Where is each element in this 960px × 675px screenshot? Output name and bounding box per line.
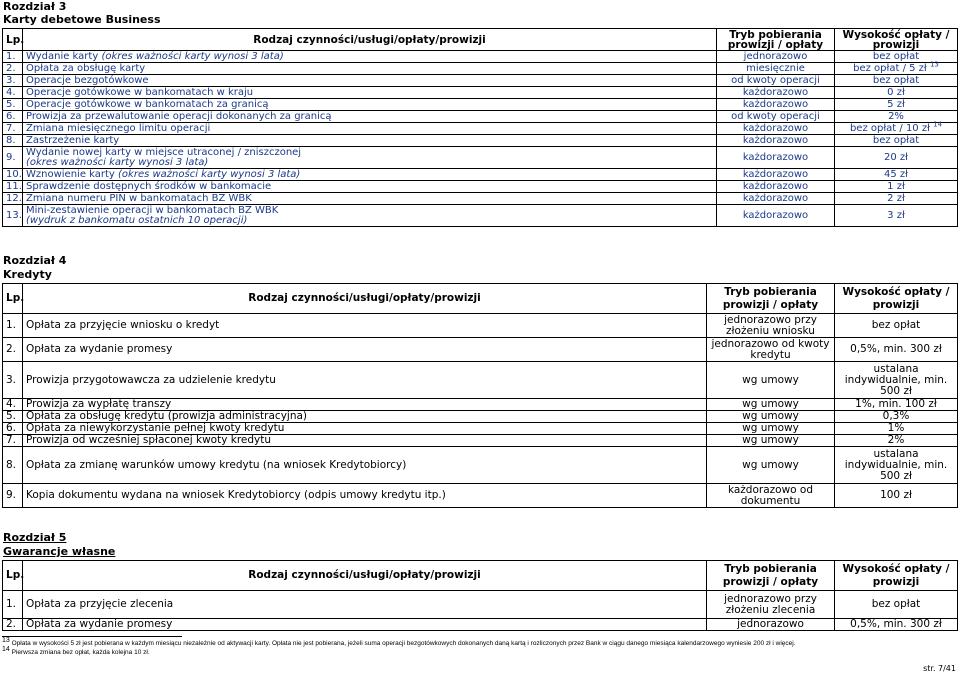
footnote-number: 14 [2, 645, 10, 653]
table-header-row [3, 29, 958, 51]
header-lp: Lp. [3, 561, 23, 591]
row-amount-text: 1% [887, 422, 905, 434]
row-description-text: Operacje gotówkowe w bankomatach w kraju [26, 86, 254, 98]
row-lp: 5. [3, 411, 23, 423]
row-amount [835, 447, 958, 484]
row-description-text: Opłata za zmianę warunków umowy kredytu (na wniosek Kredytobiorcy) [26, 458, 407, 471]
row-mode: jednorazowo [707, 619, 835, 631]
table-row [3, 63, 958, 75]
row-amount [835, 75, 958, 87]
row-amount [835, 60, 958, 75]
credits-table [2, 283, 958, 508]
row-description-text: Opłata za wydanie promesy [26, 343, 173, 355]
header-amount: Wysokość opłaty / prowizji [835, 284, 958, 314]
row-lp: 11. [3, 181, 23, 193]
row-amount [835, 205, 958, 227]
row-lp: 8. [3, 447, 23, 484]
row-amount-text: 1%, min. 100 zł [855, 398, 937, 410]
row-amount-text: bez opłat [872, 74, 920, 86]
table-row [3, 399, 958, 411]
header-amount: Wysokość opłaty / prowizji [835, 561, 958, 591]
row-description-note: (okres ważności karty wynosi 3 lata) [26, 156, 209, 168]
row-description-text: Opłata za obsługę karty [26, 62, 146, 74]
table-row [3, 193, 958, 205]
row-description-text: Kopia dokumentu wydana na wniosek Kredytobiorcy (odpis umowy kredytu itp.) [26, 489, 446, 501]
guarantees-table [2, 560, 958, 631]
row-mode: jednorazowo od kwoty kredytu [707, 338, 835, 362]
row-amount-text: 0,5%, min. 300 zł [850, 618, 942, 630]
row-description [23, 147, 717, 169]
row-description-text: Opłata za wydanie promesy [26, 618, 173, 630]
table-row [3, 123, 958, 135]
row-description-text: Opłata za obsługę kredytu (prowizja administracyjna) [26, 410, 308, 422]
row-mode: jednorazowo przy złożeniu wniosku [707, 314, 835, 338]
row-description [23, 111, 717, 123]
row-mode: każdorazowo [717, 181, 835, 193]
row-description-text: Wydanie karty [26, 50, 102, 62]
row-amount-text: 2% [887, 434, 905, 446]
row-description [23, 75, 717, 87]
row-mode: każdorazowo [717, 135, 835, 147]
footnote-ref: 13 [929, 60, 939, 69]
row-description-text: Zmiana miesięcznego limitu operacji [26, 122, 211, 134]
row-amount-text: bez opłat [871, 598, 921, 610]
row-description-text: Opłata za przyjęcie zlecenia [26, 598, 174, 610]
header-amount: Wysokość opłaty / prowizji [835, 29, 958, 51]
row-lp: 12. [3, 193, 23, 205]
row-lp: 3. [3, 75, 23, 87]
section-4-title: Rozdział 4 [3, 254, 67, 267]
header-lp: Lp. [3, 29, 23, 51]
row-lp: 6. [3, 423, 23, 435]
row-mode: od kwoty operacji [717, 111, 835, 123]
row-description [23, 181, 717, 193]
row-amount [835, 411, 958, 423]
row-amount [835, 484, 958, 508]
row-lp: 8. [3, 135, 23, 147]
row-amount-text: 2 zł [887, 192, 905, 204]
row-amount [835, 193, 958, 205]
row-amount-text: 100 zł [880, 489, 912, 501]
header-desc: Rodzaj czynności/usługi/opłaty/prowizji [23, 284, 707, 314]
row-amount [835, 591, 958, 619]
table-header-row [3, 284, 958, 314]
row-mode: wg umowy [707, 411, 835, 423]
row-amount-text: ustalana indywidualnie, min. 500 zł [844, 362, 948, 397]
row-description [23, 447, 707, 484]
row-description [23, 399, 707, 411]
row-amount [835, 147, 958, 169]
table-row [3, 619, 958, 631]
row-mode: każdorazowo [717, 193, 835, 205]
row-description-note: (wydruk z bankomatu ostatnich 10 operacji) [26, 214, 248, 226]
row-amount [835, 423, 958, 435]
row-description-text: Mini-zestawienie operacji w bankomatach BZ WBK [26, 204, 279, 216]
row-lp: 4. [3, 87, 23, 99]
row-description [23, 484, 707, 508]
row-mode: wg umowy [707, 362, 835, 399]
row-mode: każdorazowo [717, 99, 835, 111]
table-row [3, 435, 958, 447]
row-description-text: Zmiana numeru PIN w bankomatach BZ WBK [26, 192, 252, 204]
row-amount [835, 181, 958, 193]
page-number: str. 7/41 [923, 664, 956, 673]
row-description-note: (okres ważności karty wynosi 3 lata) [118, 168, 301, 180]
row-amount [835, 120, 958, 135]
row-mode: wg umowy [707, 447, 835, 484]
row-lp: 6. [3, 111, 23, 123]
row-mode: od kwoty operacji [717, 75, 835, 87]
table-row [3, 362, 958, 399]
row-description [23, 63, 717, 75]
header-desc: Rodzaj czynności/usługi/opłaty/prowizji [23, 29, 717, 51]
row-mode: każdorazowo [717, 87, 835, 99]
row-mode: każdorazowo od dokumentu [707, 484, 835, 508]
row-lp: 5. [3, 99, 23, 111]
row-mode: wg umowy [707, 423, 835, 435]
row-mode: jednorazowo przy złożeniu zlecenia [707, 591, 835, 619]
table-row [3, 87, 958, 99]
row-amount-text: 0,5%, min. 300 zł [850, 343, 942, 355]
row-amount [835, 87, 958, 99]
row-mode: każdorazowo [717, 147, 835, 169]
footnote-text: Pierwsza zmiana bez opłat, każda kolejna 10 zł. [11, 649, 150, 656]
row-lp: 7. [3, 435, 23, 447]
row-description-text: Prowizja od wcześniej spłaconej kwoty kredytu [26, 434, 272, 446]
table-row [3, 111, 958, 123]
row-description-text: Operacje bezgotówkowe [26, 74, 149, 86]
row-amount-text: 2% [888, 110, 904, 122]
table-row [3, 99, 958, 111]
table-row [3, 135, 958, 147]
header-mode: Tryb pobierania prowizji / opłaty [717, 29, 835, 51]
row-amount [835, 169, 958, 181]
table-row [3, 591, 958, 619]
row-mode: każdorazowo [717, 123, 835, 135]
row-description-text: Opłata za niewykorzystanie pełnej kwoty kredytu [26, 422, 285, 434]
row-amount [835, 435, 958, 447]
row-lp: 2. [3, 619, 23, 631]
table-header-row [3, 561, 958, 591]
section-3-title: Rozdział 3 [3, 0, 67, 13]
header-mode: Tryb pobierania prowizji / opłaty [707, 284, 835, 314]
table-row [3, 447, 958, 484]
row-description [23, 423, 707, 435]
row-description [23, 338, 707, 362]
row-lp: 3. [3, 362, 23, 399]
table-row [3, 314, 958, 338]
table-row [3, 423, 958, 435]
row-lp: 13. [3, 205, 23, 227]
table-row [3, 411, 958, 423]
table-row [3, 484, 958, 508]
row-amount-text: 0 zł [887, 86, 905, 98]
row-amount [835, 99, 958, 111]
row-description-text: Operacje gotówkowe w bankomatach za granicą [26, 98, 269, 110]
row-mode: każdorazowo [717, 205, 835, 227]
table-row [3, 205, 958, 227]
row-amount [835, 362, 958, 399]
row-lp: 9. [3, 484, 23, 508]
row-description [23, 362, 707, 399]
row-description-text: Prowizja za wypłatę transzy [26, 398, 172, 410]
section-3-subtitle: Karty debetowe Business [3, 13, 161, 26]
row-description [23, 193, 717, 205]
row-amount [835, 619, 958, 631]
row-amount [835, 399, 958, 411]
row-mode: każdorazowo [717, 169, 835, 181]
row-description [23, 135, 717, 147]
row-mode: wg umowy [707, 435, 835, 447]
section-4-subtitle: Kredyty [3, 268, 52, 281]
table-row [3, 75, 958, 87]
row-amount-text: bez opłat / 10 zł [849, 122, 930, 134]
debit-cards-table [2, 28, 958, 227]
row-amount-text: bez opłat [871, 319, 921, 331]
row-description-note: (okres ważności karty wynosi 3 lata) [101, 50, 284, 62]
table-row [3, 181, 958, 193]
row-amount-text: bez opłat [872, 50, 920, 62]
row-description [23, 169, 717, 181]
row-amount-text: 20 zł [884, 151, 908, 163]
section-5-subtitle: Gwarancje własne [3, 545, 116, 558]
row-amount-text: 0,3% [882, 410, 910, 422]
row-description [23, 99, 717, 111]
row-description [23, 205, 717, 227]
row-amount-text: bez opłat [872, 134, 920, 146]
footnote-13 [2, 636, 796, 648]
row-description-text: Wznowienie karty [26, 168, 119, 180]
header-mode: Tryb pobierania prowizji / opłaty [707, 561, 835, 591]
row-amount [835, 51, 958, 63]
row-amount [835, 338, 958, 362]
row-description-text: Wydanie nowej karty w miejsce utraconej / zniszczonej [26, 146, 302, 158]
row-lp: 2. [3, 338, 23, 362]
table-row [3, 51, 958, 63]
row-description-text: Prowizja za przewalutowanie operacji dokonanych za granicą [26, 110, 332, 122]
row-mode: miesięcznie [717, 63, 835, 75]
header-desc: Rodzaj czynności/usługi/opłaty/prowizji [23, 561, 707, 591]
row-description [23, 619, 707, 631]
row-lp: 2. [3, 63, 23, 75]
row-description [23, 591, 707, 619]
row-description-text: Prowizja przygotowawcza za udzielenie kredytu [26, 373, 276, 386]
table-row [3, 338, 958, 362]
row-amount-text: 3 zł [887, 209, 905, 221]
row-lp: 4. [3, 399, 23, 411]
row-description-text: Sprawdzenie dostępnych środków w bankomacie [26, 180, 272, 192]
header-lp: Lp. [3, 284, 23, 314]
footnote-14 [2, 645, 150, 657]
row-lp: 1. [3, 51, 23, 63]
row-description [23, 123, 717, 135]
row-amount-text: 5 zł [887, 98, 905, 110]
row-description-text: Opłata za przyjęcie wniosku o kredyt [26, 319, 220, 331]
row-amount-text: 45 zł [884, 168, 908, 180]
table-row [3, 147, 958, 169]
row-lp: 1. [3, 591, 23, 619]
row-description [23, 314, 707, 338]
row-description [23, 435, 707, 447]
row-description [23, 51, 717, 63]
row-amount [835, 135, 958, 147]
row-amount-text: ustalana indywidualnie, min. 500 zł [844, 447, 948, 482]
row-mode: jednorazowo [717, 51, 835, 63]
row-amount-text: 1 zł [887, 180, 905, 192]
footnote-ref: 14 [933, 120, 943, 129]
row-description-text: Zastrzeżenie karty [26, 134, 120, 146]
row-mode: wg umowy [707, 399, 835, 411]
row-amount-text: bez opłat / 5 zł [853, 62, 927, 74]
table-row [3, 169, 958, 181]
section-5-title: Rozdział 5 [3, 531, 67, 544]
row-description [23, 87, 717, 99]
footnote-separator [2, 636, 182, 637]
row-description [23, 411, 707, 423]
row-lp: 1. [3, 314, 23, 338]
footnote-number: 13 [2, 636, 10, 644]
row-lp: 7. [3, 123, 23, 135]
row-lp: 10. [3, 169, 23, 181]
footnote-text: Opłata w wysokości 5 zł jest pobierana w każdym miesiącu niezależnie od aktywacji karty. Opłata nie jest pobierana, jeżeli suma operacji bezgotówkowych dokonanych daną kartą i rozliczonych przez Bank w ciągu danego miesiąca kalendarzowego wyniesie 200 zł i więcej. [11, 640, 796, 647]
row-lp: 9. [3, 147, 23, 169]
row-amount [835, 314, 958, 338]
